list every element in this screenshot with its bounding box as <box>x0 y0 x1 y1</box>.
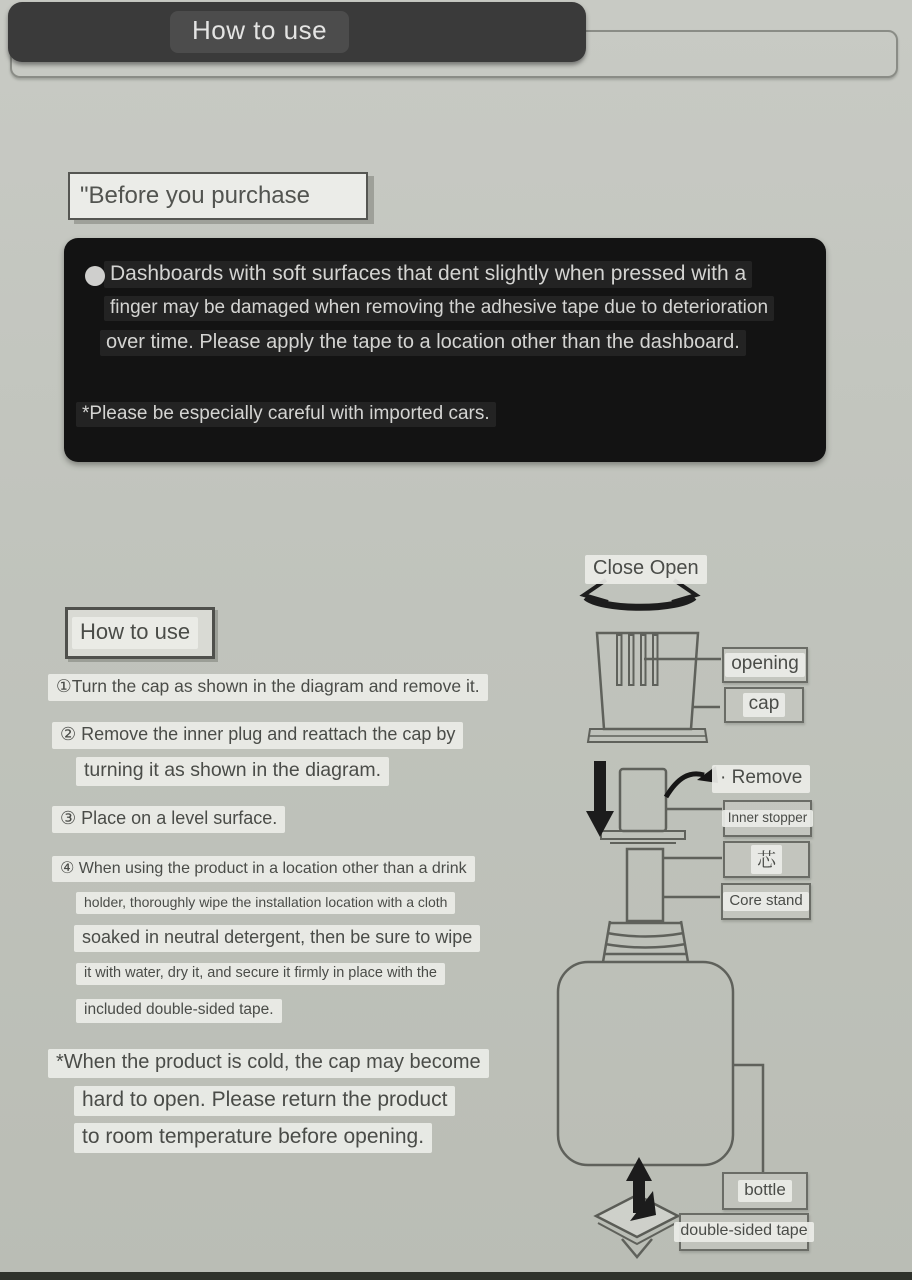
howto-heading-box <box>65 607 215 659</box>
photo-bottom-edge <box>0 1272 912 1280</box>
warning-note: *Please be especially careful with imported cars. <box>76 403 496 425</box>
before-purchase-heading: "Before you purchase <box>80 182 310 209</box>
label-core: 芯 <box>723 841 810 878</box>
step-3: ③ Place on a level surface. <box>52 806 285 833</box>
label-cap: cap <box>724 687 804 723</box>
label-remove: · Remove <box>712 765 810 793</box>
step-4-line-5: included double-sided tape. <box>76 999 282 1023</box>
remove-curve-arrow-icon <box>666 766 718 797</box>
step-2-line-2: turning it as shown in the diagram. <box>76 757 389 786</box>
header-bar <box>8 2 586 62</box>
down-arrow-icon <box>586 761 614 837</box>
step-4-line-1: ④ When using the product in a location other than a drink <box>52 856 475 882</box>
label-bottle: bottle <box>722 1172 808 1210</box>
step-4-line-3: soaked in neutral detergent, then be sure to wipe <box>74 925 480 952</box>
rotate-arrows-icon <box>584 580 696 607</box>
step-2-line-1: ② Remove the inner plug and reattach the cap by <box>52 722 463 749</box>
warning-line: Dashboards with soft surfaces that dent slightly when pressed with a <box>104 262 752 286</box>
label-inner-stopper: Inner stopper <box>723 800 812 837</box>
step-4-line-2: holder, thoroughly wipe the installation location with a cloth <box>76 892 455 914</box>
label-opening: opening <box>722 647 808 683</box>
step-4-line-4: it with water, dry it, and secure it firmly in place with the <box>76 963 445 985</box>
step-1: ①Turn the cap as shown in the diagram and remove it. <box>48 674 488 701</box>
cold-note-line-3: to room temperature before opening. <box>74 1123 432 1153</box>
cold-note-line-2: hard to open. Please return the product <box>74 1086 455 1116</box>
warning-line: finger may be damaged when removing the adhesive tape due to deterioration <box>104 297 774 319</box>
label-double-sided-tape: double-sided tape <box>679 1213 809 1251</box>
rotate-label: Close Open <box>585 555 707 584</box>
cold-note-line-1: *When the product is cold, the cap may become <box>48 1049 489 1078</box>
bullet-icon <box>85 266 105 286</box>
howto-heading: How to use <box>72 617 198 649</box>
before-purchase-heading-box <box>68 172 368 220</box>
page-title: How to use <box>170 11 349 53</box>
label-core-stand: Core stand <box>721 883 811 920</box>
warning-line: over time. Please apply the tape to a location other than the dashboard. <box>100 331 746 354</box>
